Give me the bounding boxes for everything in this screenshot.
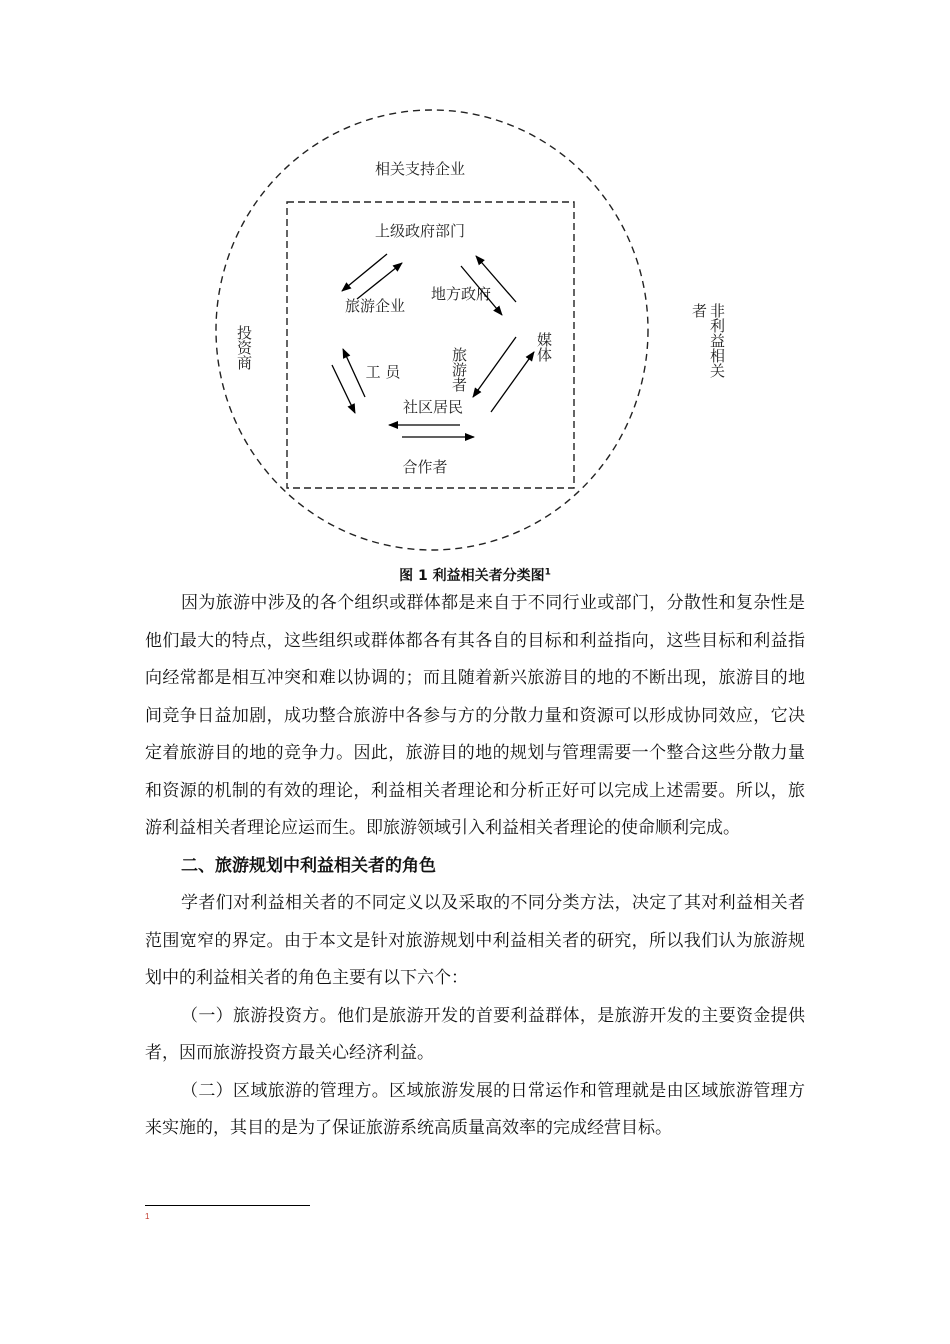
label-community: 社区居民 [402,398,464,416]
footnote-ref: 1 [544,567,551,578]
label-media: 媒体 [535,332,553,362]
label-tourists: 旅游者 [450,347,468,392]
figure-caption-text: 图 1 利益相关者分类图 [399,568,545,584]
arrow-media-to-community [473,337,516,397]
label-tourism-enterprise: 旅游企业 [344,297,406,315]
section-heading: 二、旅游规划中利益相关者的角色 [181,855,436,876]
body-text [145,585,805,1148]
label-related-support-enterprise: 相关支持企业 [374,160,466,178]
paragraph-4: （二）区域旅游的管理方。区域旅游发展的日常运作和管理就是由区域旅游管理方来实施的，其目的是为了保证旅游系统高质量高效率的完成经营目标。 [145,1080,805,1138]
label-partners: 合作者 [402,458,448,476]
arrow-gov-to-enterprise [342,254,387,291]
label-local-gov: 地方政府 [430,285,492,303]
label-investor: 投资商 [235,325,253,370]
label-employees: 工 员 [365,363,401,381]
paragraph-3: （一）旅游投资方。他们是旅游开发的首要利益群体，是旅游开发的主要资金提供者，因而旅游投资方最关心经济利益。 [145,1005,805,1063]
footnote-mark: 1 [145,1212,150,1221]
label-non-stakeholder-right: 非利益相关 [708,303,726,378]
arrow-community-to-media [491,352,534,412]
label-non-stakeholder-left: 者 [690,303,708,318]
arrow-enterprise-to-gov [357,263,402,299]
stakeholder-diagram [0,0,950,560]
figure-caption [0,565,950,585]
inner-dashed-rect [287,202,574,488]
arrow-employees-down [332,365,355,413]
paragraph-2: 学者们对利益相关者的不同定义以及采取的不同分类方法，决定了其对利益相关者范围宽窄的界定。由于本文是针对旅游规划中利益相关者的研究，所以我们认为旅游规划中的利益相关者的角色主要有以下六个： [145,893,805,988]
footnote-rule [145,1205,310,1206]
arrow-employees-up [343,349,365,397]
paragraph-1: 因为旅游中涉及的各个组织或群体都是来自于不同行业或部门，分散性和复杂性是他们最大的特点，这些组织或群体都各有其各自的目标和利益指向，这些目标和利益指向经常都是相互冲突和难以协调的；而且随着新兴旅游目的地的不断出现，旅游目的地间竞争日益加剧，成功整合旅游中各参与方的分散力量和资源可以形成协同效应，它决定着旅游目的地的竞争力。因此，旅游目的地的规划与管理需要一个整合这些分散力量和资源的机制的有效的理论，利益相关者理论和分析正好可以完成上述需要。所以，旅游利益相关者理论应运而生。即旅游领域引入利益相关者理论的使命顺利完成。 [145,593,805,838]
label-gov-dept: 上级政府部门 [374,222,466,240]
